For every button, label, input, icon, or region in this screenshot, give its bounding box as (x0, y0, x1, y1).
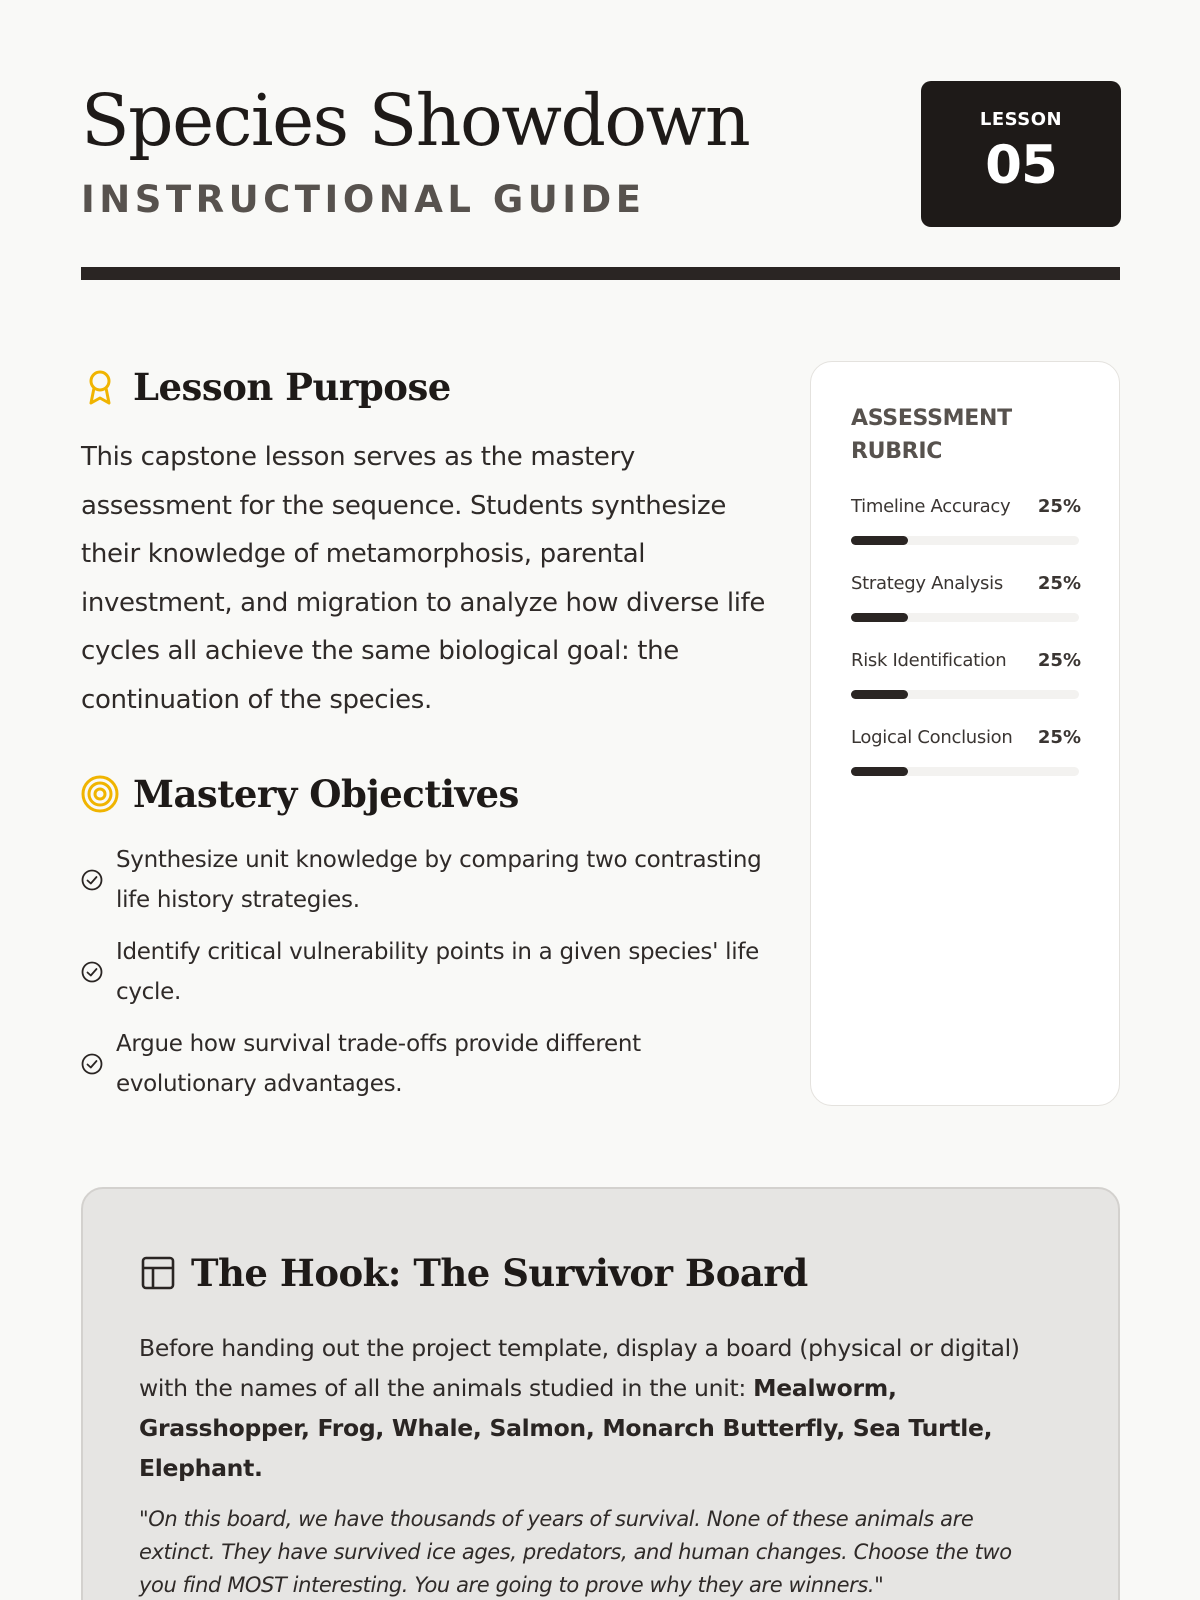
header-divider (81, 267, 1120, 280)
lesson-number: 05 (985, 135, 1057, 196)
objectives-list (81, 840, 781, 1116)
rubric-item-name: Logical Conclusion (851, 727, 1013, 748)
rubric-title: ASSESSMENT RUBRIC (851, 406, 1012, 464)
list-item (81, 840, 781, 920)
objectives-heading-row (81, 772, 519, 816)
rubric-item-name: Strategy Analysis (851, 573, 1003, 594)
check-circle-icon (81, 869, 103, 891)
hook-body-intro: Before handing out the project template, display a board (physical or digital) with the names of all the animals studied in the unit: (139, 1334, 1020, 1402)
header (81, 0, 1120, 282)
rubric-item-name: Timeline Accuracy (851, 496, 1011, 517)
rubric-item-percent: 25% (1037, 650, 1081, 671)
rubric-progress-track (851, 690, 1079, 699)
assessment-rubric-card (810, 361, 1120, 1106)
list-item (81, 932, 781, 1012)
rubric-item (851, 495, 1081, 572)
hook-section (81, 1187, 1120, 1600)
rubric-progress-track (851, 613, 1079, 622)
rubric-items (851, 495, 1081, 803)
purpose-heading-row (81, 365, 451, 409)
rubric-item (851, 572, 1081, 649)
page-title: Species Showdown (81, 79, 750, 162)
objective-text: Synthesize unit knowledge by comparing two contrasting life history strategies. (116, 847, 762, 913)
layout-board-icon (139, 1254, 177, 1292)
objective-text: Identify critical vulnerability points in a given species' life cycle. (116, 939, 759, 1005)
target-icon (81, 775, 119, 813)
rubric-progress-fill (851, 536, 908, 545)
rubric-progress-track (851, 536, 1079, 545)
rubric-progress-fill (851, 613, 908, 622)
rubric-progress-fill (851, 767, 908, 776)
list-item (81, 1024, 781, 1104)
rubric-item-percent: 25% (1037, 727, 1081, 748)
rubric-item (851, 649, 1081, 726)
award-ribbon-icon (81, 368, 119, 406)
rubric-progress-fill (851, 690, 908, 699)
hook-heading: The Hook: The Survivor Board (191, 1251, 808, 1295)
hook-quote: "On this board, we have thousands of years of survival. None of these animals are extinct. They have survived ice ages, predators, and human changes. Choose the two you find MOST interesting. You are going to prove why they are winners." (139, 1507, 1012, 1597)
purpose-text: This capstone lesson serves as the mastery assessment for the sequence. Students synthesize their knowledge of metamorphosis, parental investment, and migration to analyze how diverse life cycles all achieve the same biological goal: the continuation of the species. (81, 442, 766, 715)
rubric-item (851, 726, 1081, 803)
lesson-badge (921, 81, 1121, 227)
objectives-heading: Mastery Objectives (133, 772, 519, 816)
hook-heading-row (139, 1251, 808, 1295)
check-circle-icon (81, 961, 103, 983)
rubric-item-percent: 25% (1037, 573, 1081, 594)
page-subtitle: INSTRUCTIONAL GUIDE (81, 178, 646, 221)
rubric-item-name: Risk Identification (851, 650, 1007, 671)
objective-text: Argue how survival trade-offs provide different evolutionary advantages. (116, 1031, 641, 1097)
rubric-progress-track (851, 767, 1079, 776)
purpose-heading: Lesson Purpose (133, 365, 451, 409)
hook-body (139, 1328, 1069, 1488)
hook-animal-list: Mealworm, Grasshopper, Frog, Whale, Salmon, Monarch Butterfly, Sea Turtle, Elephant. (139, 1374, 993, 1482)
check-circle-icon (81, 1053, 103, 1075)
rubric-item-percent: 25% (1037, 496, 1081, 517)
lesson-label: LESSON (979, 109, 1063, 130)
